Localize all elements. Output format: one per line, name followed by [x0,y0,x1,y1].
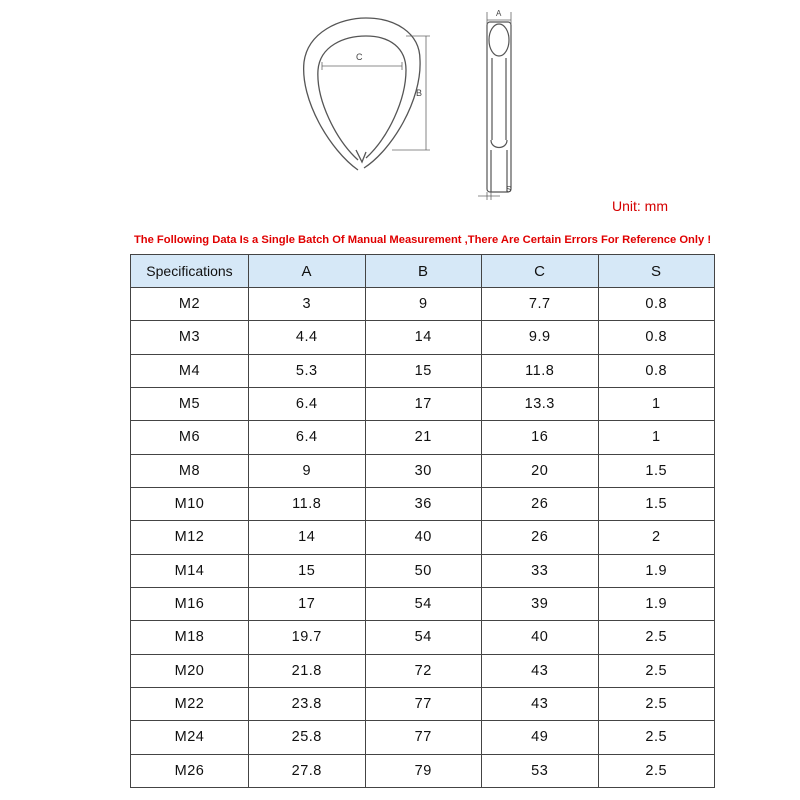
table-header-row [131,255,715,288]
cell-s: 2.5 [598,754,715,787]
cell-spec: M4 [131,354,249,387]
cell-b: 17 [365,387,482,420]
cell-b: 30 [365,454,482,487]
table-row [131,721,715,754]
cell-a: 3 [249,288,366,321]
cell-c: 49 [482,721,599,754]
cell-c: 39 [482,587,599,620]
table-row [131,754,715,787]
table-row [131,321,715,354]
cell-spec: M12 [131,521,249,554]
cell-spec: M8 [131,454,249,487]
cell-c: 20 [482,454,599,487]
header-a: A [249,255,366,288]
cell-spec: M24 [131,721,249,754]
measurement-notice: The Following Data Is a Single Batch Of Manual Measurement ,There Are Certain Errors For Reference Only ! [133,234,712,246]
cell-s: 2.5 [598,687,715,720]
cell-s: 0.8 [598,321,715,354]
table-row [131,487,715,520]
dimension-c [322,62,402,70]
cell-a: 17 [249,587,366,620]
cell-spec: M22 [131,687,249,720]
cell-s: 1.9 [598,587,715,620]
cell-spec: M20 [131,654,249,687]
cell-a: 25.8 [249,721,366,754]
unit-label: Unit: mm [612,198,668,214]
cell-a: 11.8 [249,487,366,520]
cell-a: 5.3 [249,354,366,387]
cell-b: 72 [365,654,482,687]
cell-spec: M14 [131,554,249,587]
cell-a: 4.4 [249,321,366,354]
cell-s: 2.5 [598,654,715,687]
cell-b: 21 [365,421,482,454]
table-row [131,587,715,620]
cell-spec: M2 [131,288,249,321]
cell-c: 43 [482,654,599,687]
cell-c: 26 [482,521,599,554]
cell-spec: M6 [131,421,249,454]
cell-spec: M16 [131,587,249,620]
table-body [131,288,715,788]
header-specifications: Specifications [131,255,249,288]
cell-b: 54 [365,621,482,654]
label-b: B [416,88,423,98]
cell-c: 40 [482,621,599,654]
cell-s: 1.5 [598,487,715,520]
cell-c: 16 [482,421,599,454]
cell-c: 7.7 [482,288,599,321]
label-a: A [496,9,502,18]
cell-spec: M18 [131,621,249,654]
cell-b: 14 [365,321,482,354]
table-row [131,288,715,321]
cell-c: 9.9 [482,321,599,354]
cell-c: 11.8 [482,354,599,387]
cell-a: 27.8 [249,754,366,787]
cell-s: 2.5 [598,721,715,754]
cell-a: 9 [249,454,366,487]
header-c: C [482,255,599,288]
cell-s: 1 [598,421,715,454]
cell-c: 43 [482,687,599,720]
cell-s: 1 [598,387,715,420]
cell-b: 54 [365,587,482,620]
cell-a: 19.7 [249,621,366,654]
table-row [131,421,715,454]
cell-s: 2.5 [598,621,715,654]
thimble-front-view [304,18,423,170]
label-s: S [506,185,512,194]
cell-a: 6.4 [249,387,366,420]
cell-s: 0.8 [598,354,715,387]
cell-s: 1.5 [598,454,715,487]
cell-b: 40 [365,521,482,554]
cell-spec: M5 [131,387,249,420]
header-b: B [365,255,482,288]
cell-b: 15 [365,354,482,387]
cell-a: 6.4 [249,421,366,454]
cell-s: 1.9 [598,554,715,587]
cell-c: 26 [482,487,599,520]
table-row [131,454,715,487]
cell-b: 77 [365,687,482,720]
table-row [131,521,715,554]
cell-c: 53 [482,754,599,787]
cell-c: 13.3 [482,387,599,420]
header-s: S [598,255,715,288]
cell-a: 23.8 [249,687,366,720]
cell-a: 14 [249,521,366,554]
cell-b: 79 [365,754,482,787]
cell-a: 15 [249,554,366,587]
specifications-table [130,254,715,788]
cell-b: 77 [365,721,482,754]
cell-b: 36 [365,487,482,520]
table-row [131,354,715,387]
table-row [131,687,715,720]
table-row [131,387,715,420]
cell-a: 21.8 [249,654,366,687]
cell-spec: M10 [131,487,249,520]
table-row [131,554,715,587]
cell-s: 2 [598,521,715,554]
thimble-side-view [487,22,511,192]
label-c: C [356,52,363,62]
cell-c: 33 [482,554,599,587]
cell-b: 9 [365,288,482,321]
table-row [131,621,715,654]
table-row [131,654,715,687]
thimble-dimension-diagram [0,0,800,230]
cell-s: 0.8 [598,288,715,321]
cell-spec: M3 [131,321,249,354]
cell-spec: M26 [131,754,249,787]
cell-b: 50 [365,554,482,587]
dimension-s [478,192,500,200]
